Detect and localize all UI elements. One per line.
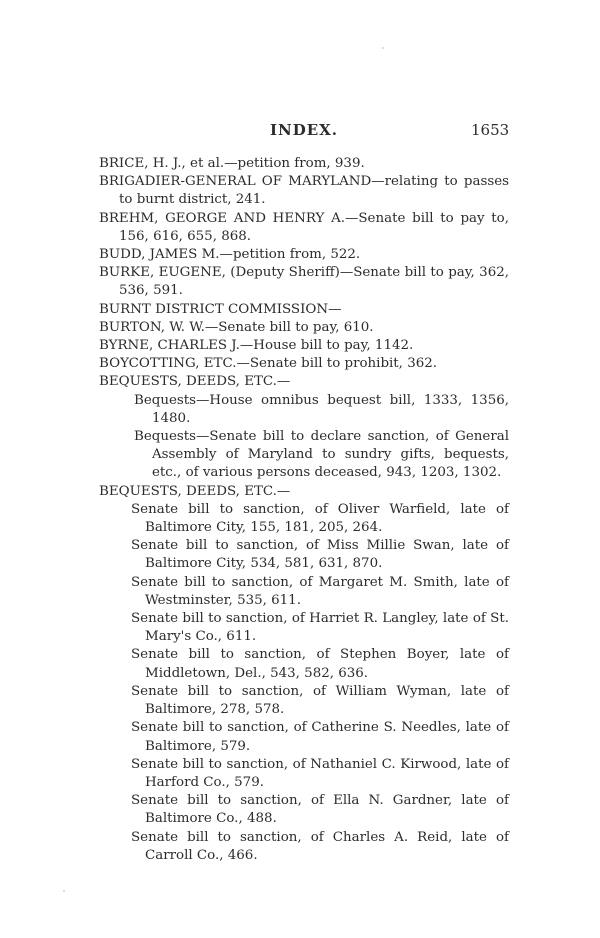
index-subentry: Senate bill to sanction, of Oliver Warfield, late of Baltimore City, 155, 181, 205, 264. (131, 501, 509, 536)
index-entry: BRICE, H. J., et al.—petition from, 939. (99, 156, 365, 171)
index-entry: BYRNE, CHARLES J.—House bill to pay, 1142. (99, 338, 414, 354)
index-entry: BRIGADIER-GENERAL OF MARYLAND—relating to passes to burnt district, 241. (99, 174, 509, 208)
index-subentry: Senate bill to sanction, of Nathaniel C. Kirwood, late of Harford Co., 579. (131, 756, 509, 790)
index-subentry: Senate bill to sanction, of William Wyman, late of Baltimore, 278, 578. (131, 683, 509, 718)
index-subentry: Senate bill to sanction, of Catherine S. Needles, late of Baltimore, 579. (131, 720, 509, 754)
paper-speck (382, 47, 384, 49)
index-subentry: Senate bill to sanction, of Harriet R. Langley, late of St. Mary's Co., 611. (131, 611, 509, 645)
index-entry: BOYCOTTING, ETC.—Senate bill to prohibit, 362. (99, 356, 438, 372)
index-subentry: Senate bill to sanction, of Margaret M. Smith, late of Westminster, 535, 611. (131, 574, 509, 608)
index-entry: BURTON, W. W.—Senate bill to pay, 610. (99, 319, 374, 335)
index-content (99, 155, 509, 865)
page-number: 1653 (471, 121, 510, 139)
index-subentry: Senate bill to sanction, of Charles A. Reid, late of Carroll Co., 466. (131, 829, 509, 863)
index-entry: BEQUESTS, DEEDS, ETC.— (99, 374, 291, 390)
index-subentry: Senate bill to sanction, of Miss Millie Swan, late of Baltimore City, 534, 581, 631, 870. (131, 538, 509, 572)
index-subentry: Senate bill to sanction, of Ella N. Gardner, late of Baltimore Co., 488. (131, 793, 509, 827)
index-entry: BREHM, GEORGE AND HENRY A.—Senate bill to pay to, 156, 616, 655, 868. (99, 210, 509, 244)
index-subentry: Senate bill to sanction, of Stephen Boyer, late of Middletown, Del., 543, 582, 636. (131, 647, 509, 681)
index-subentry: Bequests—House omnibus bequest bill, 1333, 1356, 1480. (134, 392, 509, 426)
paper-speck (63, 890, 65, 892)
index-entry: BUDD, JAMES M.—petition from, 522. (99, 247, 361, 263)
page-title: INDEX. (270, 121, 339, 139)
index-entry: BURKE, EUGENE, (Deputy Sheriff)—Senate bill to pay, 362, 536, 591. (99, 265, 509, 299)
index-subentry: Bequests—Senate bill to declare sanction, of General Assembly of Maryland to sundry gifts, bequests, etc., of various persons deceased, 943, 1203, 1302. (134, 429, 509, 481)
index-entry: BURNT DISTRICT COMMISSION— (99, 301, 342, 317)
page-header (0, 121, 600, 141)
index-entry: BEQUESTS, DEEDS, ETC.— (99, 483, 291, 499)
